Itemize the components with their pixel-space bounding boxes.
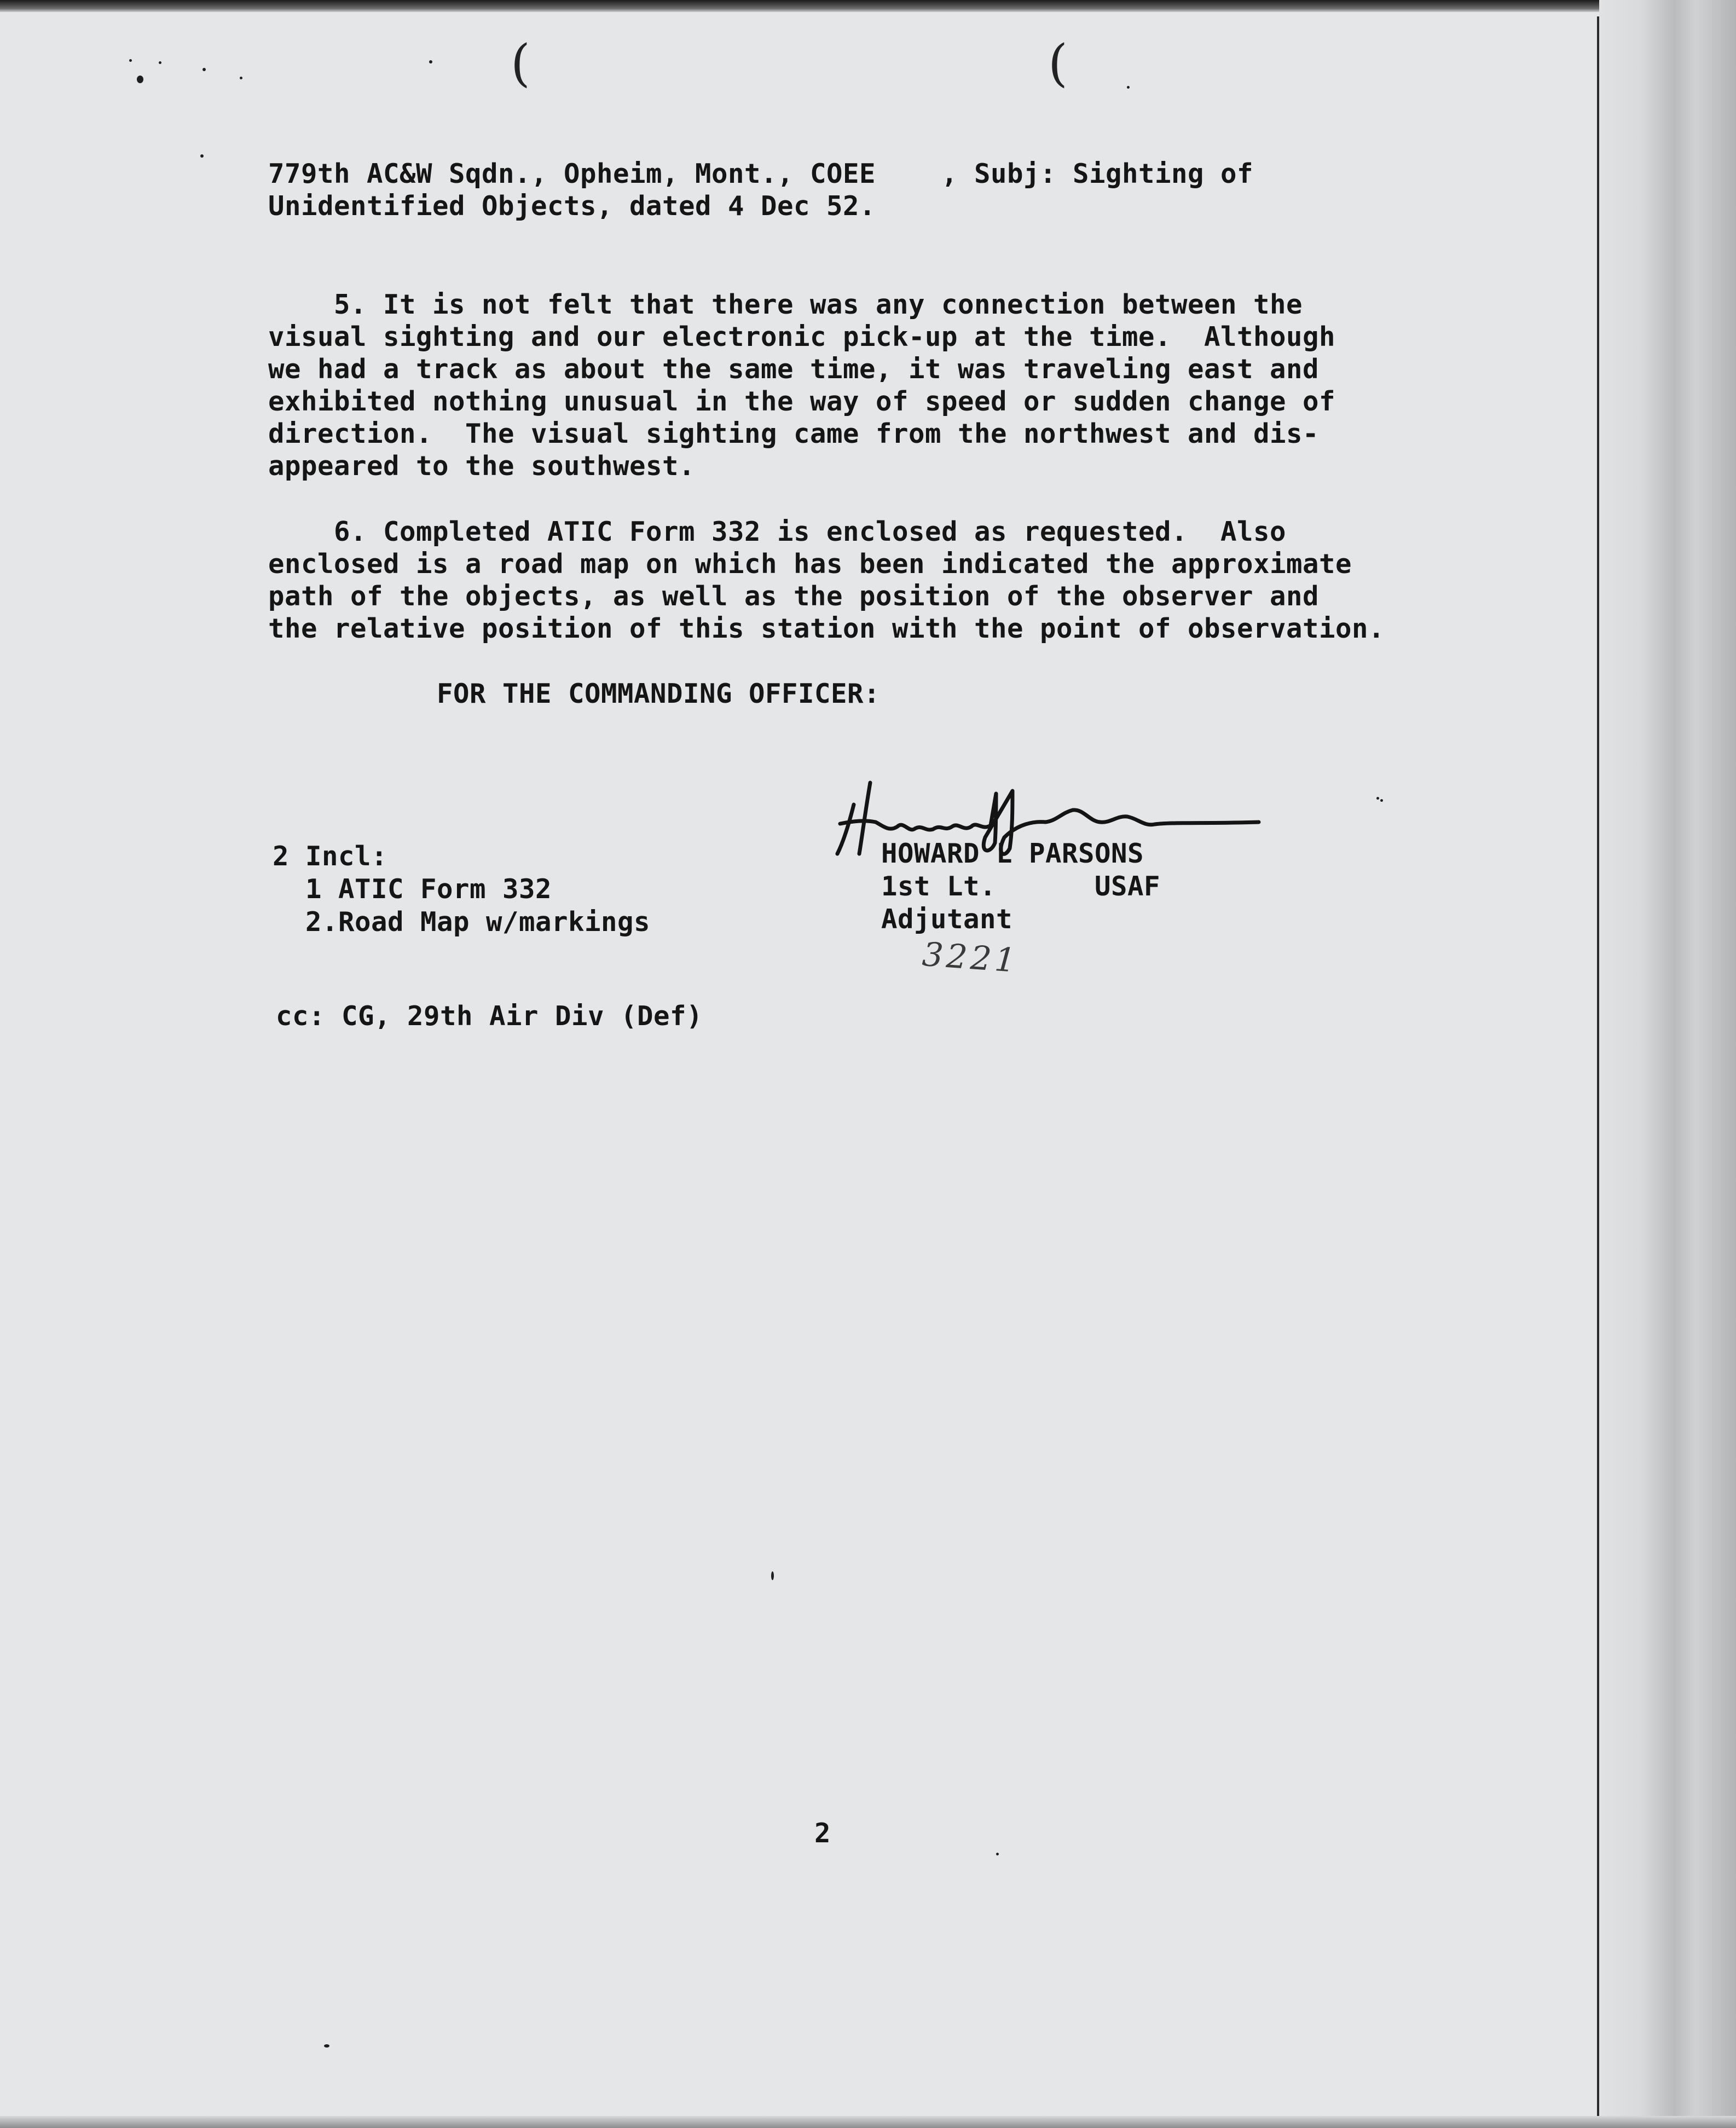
scan-speck [200,154,204,158]
enclosure-item: 2.Road Map w/markings [273,906,651,938]
paragraph-line: visual sighting and our electronic pick-up at the time. Although [268,321,1336,352]
scan-bottom-edge [0,2116,1736,2128]
scan-speck [159,61,161,64]
signer-rank: 1st Lt. USAF [881,871,1161,902]
scan-top-edge [0,0,1736,12]
paragraph-line: the relative position of this station with the point of observation. [268,613,1385,644]
paragraph-line: 5. It is not felt that there was any connection between the [268,289,1303,320]
paragraph-line: enclosed is a road map on which has been indicated the approximate [268,548,1352,580]
page-edge-line [1597,16,1599,2128]
scan-right-margin [1599,0,1736,2128]
scan-speck [240,77,242,79]
signer-name: HOWARD L PARSONS [881,838,1144,869]
scan-speck [429,60,432,63]
scan-speck [324,2044,329,2048]
paragraph-line: 6. Completed ATIC Form 332 is enclosed as requested. Also [268,516,1287,547]
paragraph-line: path of the objects, as well as the position of the observer and [268,581,1320,612]
scan-speck [129,59,132,62]
enclosures-heading: 2 Incl: [273,841,388,872]
scan-speck [202,68,206,71]
punch-mark-left: ( [511,34,530,92]
enclosure-item: 1 ATIC Form 332 [273,874,552,905]
header-line-1: 779th AC&W Sqdn., Opheim, Mont., COEE , Subj: Sighting of [268,158,1254,189]
cc-line: cc: CG, 29th Air Div (Def) [276,1001,703,1032]
page-number: 2 [814,1818,831,1849]
handwritten-file-number: 3221 [921,935,1020,981]
scan-speck [1380,799,1383,802]
paragraph-line: appeared to the southwest. [268,450,696,482]
header-line-2: Unidentified Objects, dated 4 Dec 52. [268,190,876,222]
punch-mark-right: ( [1048,34,1068,92]
paragraph-line: exhibited nothing unusual in the way of speed or sudden change of [268,386,1336,417]
scan-speck [996,1853,999,1855]
scan-speck [1127,86,1130,89]
paragraph-line: we had a track as about the same time, it was traveling east and [268,354,1320,385]
signer-title: Adjutant [881,904,1013,935]
scan-speck [771,1571,774,1580]
scan-speck [137,76,143,83]
closing-line: FOR THE COMMANDING OFFICER: [437,678,881,709]
scan-speck [1376,797,1379,800]
paragraph-line: direction. The visual sighting came from the northwest and dis- [268,418,1320,449]
